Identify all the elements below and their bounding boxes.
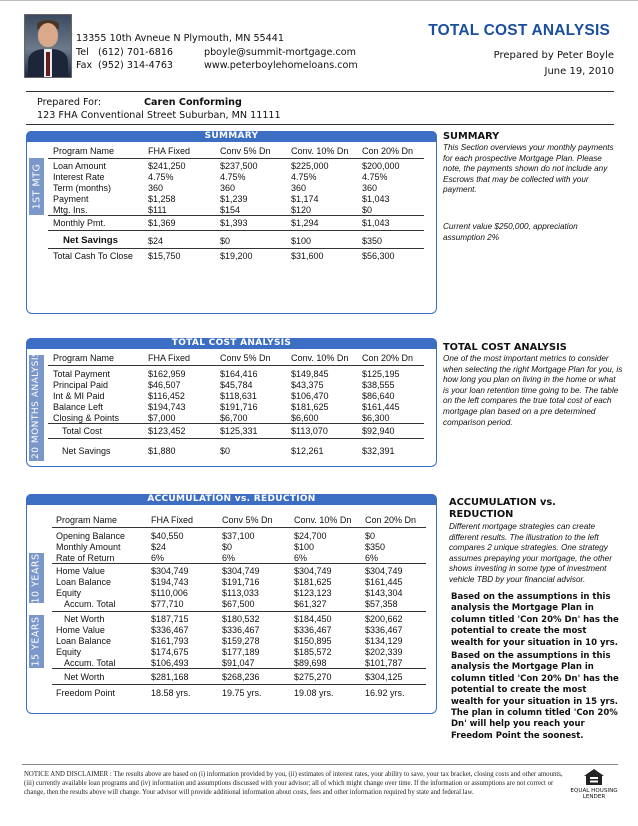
cell-value: $1,369 (148, 218, 176, 228)
row-label: Total Cost (62, 426, 103, 436)
cell-value: $134,129 (365, 636, 403, 646)
top-border (0, 0, 638, 1)
cell-value: $38,555 (362, 380, 395, 390)
row-label: Freedom Point (56, 688, 116, 698)
row-label: Accum. Total (64, 599, 116, 609)
cell-value: $194,743 (148, 402, 186, 412)
cell-value: Conv 5% Dn (220, 146, 271, 156)
table-rule (48, 438, 424, 439)
client-rule (26, 124, 614, 125)
cell-value: $180,532 (222, 614, 260, 624)
prepared-by: Prepared by Peter Boyle (493, 50, 614, 61)
cell-value: $40,550 (151, 531, 184, 541)
cell-value: 6% (151, 553, 165, 563)
cell-value: 6% (222, 553, 236, 563)
cell-value: $0 (220, 446, 231, 456)
cell-value: 16.92 yrs. (365, 688, 405, 698)
cell-value: $0 (365, 531, 376, 541)
cell-value: $125,331 (220, 426, 258, 436)
row-label: Program Name (56, 515, 118, 525)
cell-value: $237,500 (220, 161, 258, 171)
row-label: Net Savings (63, 235, 118, 246)
row-label: Home Value (56, 625, 105, 635)
tel-number: (612) 701-6816 (98, 47, 174, 58)
row-label: Principal Paid (53, 380, 109, 390)
cell-value: $304,749 (222, 566, 260, 576)
cell-value: $77,710 (151, 599, 184, 609)
cell-value: $161,793 (151, 636, 189, 646)
table-rule (48, 423, 424, 424)
cell-value: 360 (220, 183, 236, 193)
cell-value: $268,236 (222, 672, 260, 682)
cell-value: $1,043 (362, 218, 390, 228)
equal-housing-logo (566, 768, 622, 800)
lender-text: LENDER (582, 794, 606, 800)
side-accum-title: ACCUMULATION vs. REDUCTION (449, 497, 556, 520)
row-label: Equity (56, 647, 82, 657)
row-label: Total Payment (53, 369, 111, 379)
client-name: Caren Conforming (144, 97, 242, 108)
cell-value: $336,467 (294, 625, 332, 635)
report-date: June 19, 2010 (544, 66, 614, 77)
cell-value: $1,043 (362, 194, 390, 204)
accum-heading: ACCUMULATION vs. REDUCTION (26, 494, 437, 505)
cell-value: $24 (148, 236, 164, 246)
cell-value: $125,195 (362, 369, 400, 379)
cell-value: $110,006 (151, 588, 188, 598)
cell-value: $111 (148, 205, 167, 215)
cell-value: 4.75% (291, 172, 317, 182)
cell-value: $32,391 (362, 446, 395, 456)
cell-value: $194,743 (151, 577, 189, 587)
row-label: Loan Amount (53, 161, 107, 171)
cell-value: $161,445 (365, 577, 403, 587)
cell-value: $149,845 (291, 369, 329, 379)
cell-value: $123,452 (148, 426, 186, 436)
cell-value: $1,174 (291, 194, 319, 204)
side-tca-text: One of the most important metrics to consider when selecting the right Mortgage Plan for you, is how long you plan on living in the home or what is your loan retention time going to be. The table on the left compares the true total cost of each mortgage plan based on a pre determined comparison period. (443, 354, 623, 427)
side-tca-title: TOTAL COST ANALYSIS (443, 342, 567, 353)
advisor-photo (24, 14, 72, 78)
fifteen-years-band: 15 YEARS (29, 615, 44, 668)
tel-label: Tel (76, 47, 89, 58)
cell-value: 6% (365, 553, 379, 563)
equal-housing-text: EQUAL HOUSING (570, 788, 618, 794)
cell-value: $118,631 (220, 391, 257, 401)
cell-value: $123,123 (294, 588, 332, 598)
fax-label: Fax (76, 60, 93, 71)
table-rule (52, 611, 426, 612)
row-label: Int & MI Paid (53, 391, 105, 401)
row-label: Accum. Total (64, 658, 116, 668)
cell-value: $225,000 (291, 161, 329, 171)
cell-value: $336,467 (222, 625, 260, 635)
cell-value: $304,749 (151, 566, 189, 576)
cell-value: 4.75% (148, 172, 174, 182)
cell-value: $0 (362, 205, 373, 215)
table-rule (48, 365, 424, 366)
website: www.peterboylehomeloans.com (204, 60, 358, 71)
cell-value: $161,445 (362, 402, 400, 412)
row-label: Closing & Points (53, 413, 120, 423)
cell-value: $6,700 (220, 413, 248, 423)
row-label: Balance Left (53, 402, 104, 412)
tca-heading: TOTAL COST ANALYSIS (26, 338, 437, 349)
row-label: Loan Balance (56, 577, 112, 587)
cell-value: $191,716 (220, 402, 258, 412)
row-label: Program Name (53, 353, 115, 363)
cell-value: $304,749 (365, 566, 403, 576)
ten-years-band: 10 YEARS (29, 553, 44, 603)
row-label: Term (months) (53, 183, 112, 193)
row-label: Monthly Pmt. (53, 218, 106, 228)
row-label: Loan Balance (56, 636, 112, 646)
row-label: Total Cash To Close (53, 251, 133, 261)
cell-value: 4.75% (220, 172, 246, 182)
months-analysis-band: 120 MONTHS ANALYSIS (29, 355, 44, 461)
cell-value: $19,200 (220, 251, 253, 261)
cell-value: 18.58 yrs. (151, 688, 191, 698)
cell-value: $86,640 (362, 391, 395, 401)
row-label: Rate of Return (56, 553, 115, 563)
table-rule (48, 215, 424, 216)
cell-value: $12,261 (291, 446, 324, 456)
side-summary-note: Current value $250,000, appreciation assumption 2% (443, 222, 578, 242)
cell-value: Conv 5% Dn (220, 353, 271, 363)
cell-value: $31,600 (291, 251, 324, 261)
side-summary-text: This Section overviews your monthly payments for each prospective Mortgage Plan. Please note, the payments shown do not include any Escrows that may be collected with your payment. (443, 143, 614, 195)
row-label: Net Savings (62, 446, 111, 456)
cell-value: Conv 5% Dn (222, 515, 273, 525)
cell-value: $6,300 (362, 413, 390, 423)
side-accum-text: Different mortgage strategies can create different results. The illustration to the left compares 2 unique strategies. One strategy assumes prepaying your mortgage, the other shows investing in some type of investment vehicle TBD by your financial advisor. (449, 522, 612, 584)
house-icon (583, 768, 605, 786)
cell-value: $92,940 (362, 426, 395, 436)
cell-value: FHA Fixed (148, 353, 191, 363)
cell-value: $162,959 (148, 369, 186, 379)
cell-value: $57,358 (365, 599, 398, 609)
row-label: Home Value (56, 566, 105, 576)
cell-value: $116,452 (148, 391, 185, 401)
cell-value: $106,470 (291, 391, 329, 401)
cell-value: $336,467 (151, 625, 189, 635)
disclaimer: NOTICE AND DISCLAIMER : The results above are based on (i) information provided by you, (ii) estimates of interest rates, your ability to save, your tax bracket, closing costs and other amounts, (iii) currently available loan programs and (iv) information and assumptions discussed with your advisor; all of which might change over time. If the information or assumptions are not correct or change, then the results above will change. Your advisor will provide additional information about costs, fees and other information required by state and federal law. (24, 771, 563, 796)
cell-value: $61,327 (294, 599, 327, 609)
table-rule (48, 248, 424, 249)
cell-value: $120 (291, 205, 312, 215)
cell-value: $15,750 (148, 251, 181, 261)
cell-value: $45,784 (220, 380, 253, 390)
header-rule (26, 91, 614, 92)
cell-value: 19.08 yrs. (294, 688, 334, 698)
row-label: Equity (56, 588, 82, 598)
fax-number: (952) 314-4763 (98, 60, 174, 71)
cell-value: $241,250 (148, 161, 186, 171)
cell-value: $154 (220, 205, 241, 215)
cell-value: $350 (362, 236, 383, 246)
first-mortgage-band: 1ST MTG (29, 158, 44, 215)
row-label: Opening Balance (56, 531, 126, 541)
cell-value: $37,100 (222, 531, 255, 541)
email: pboyle@summit-mortgage.com (204, 47, 356, 58)
cell-value: $89,698 (294, 658, 327, 668)
cell-value: $113,070 (291, 426, 328, 436)
cell-value: $275,270 (294, 672, 332, 682)
cell-value: $6,600 (291, 413, 319, 423)
cell-value: $187,715 (151, 614, 189, 624)
cell-value: $1,393 (220, 218, 248, 228)
cell-value: $0 (220, 236, 231, 246)
cell-value: Conv. 10% Dn (291, 146, 349, 156)
cell-value: $67,500 (222, 599, 255, 609)
cell-value: $159,278 (222, 636, 260, 646)
client-address: 123 FHA Conventional Street Suburban, MN 11111 (37, 110, 281, 121)
cell-value: $100 (294, 542, 315, 552)
row-label: Payment (53, 194, 89, 204)
cell-value: $304,125 (365, 672, 403, 682)
cell-value: $91,047 (222, 658, 255, 668)
cell-value: $24,700 (294, 531, 327, 541)
table-rule (52, 668, 426, 669)
cell-value: $101,787 (365, 658, 403, 668)
cell-value: $106,493 (151, 658, 189, 668)
cell-value: $184,450 (294, 614, 332, 624)
cell-value: $185,572 (294, 647, 332, 657)
footer-rule (22, 764, 618, 765)
prepared-for-label: Prepared For: (37, 97, 102, 108)
cell-value: Con 20% Dn (362, 146, 414, 156)
row-label: Net Worth (64, 614, 105, 624)
side-accum-15yr: Based on the assumptions in this analysis the Mortgage Plan in column titled 'Con 20% Dn' has the potential to create the most wealth for your situation in 15 yrs. The plan in column titled 'Con 20% Dn' will help you reach your Freedom Point the soonest. (451, 651, 619, 741)
cell-value: FHA Fixed (148, 146, 191, 156)
cell-value: 360 (148, 183, 164, 193)
summary-heading: SUMMARY (26, 131, 437, 142)
row-label: Net Worth (64, 672, 105, 682)
cell-value: $164,416 (220, 369, 258, 379)
cell-value: 19.75 yrs. (222, 688, 262, 698)
cell-value: $281,168 (151, 672, 189, 682)
table-rule (52, 684, 426, 685)
cell-value: $174,675 (151, 647, 189, 657)
cell-value: $1,880 (148, 446, 176, 456)
cell-value: $46,507 (148, 380, 181, 390)
document-title: TOTAL COST ANALYSIS (428, 22, 610, 39)
cell-value: $200,000 (362, 161, 400, 171)
cell-value: $0 (222, 542, 233, 552)
table-rule (48, 158, 424, 159)
cell-value: $350 (365, 542, 386, 552)
cell-value: Conv. 10% Dn (294, 515, 352, 525)
cell-value: $336,467 (365, 625, 403, 635)
cell-value: Con 20% Dn (362, 353, 414, 363)
row-label: Mtg. Ins. (53, 205, 88, 215)
cell-value: $191,716 (222, 577, 260, 587)
table-rule (52, 527, 426, 528)
cell-value: 360 (362, 183, 378, 193)
table-rule (52, 563, 426, 564)
side-summary-title: SUMMARY (443, 131, 500, 142)
cell-value: $177,189 (222, 647, 260, 657)
row-label: Monthly Amount (56, 542, 121, 552)
cell-value: $1,258 (148, 194, 176, 204)
cell-value: Conv. 10% Dn (291, 353, 349, 363)
cell-value: $113,033 (222, 588, 259, 598)
office-address: 13355 10th Avneue N Plymouth, MN 55441 (76, 33, 284, 44)
cell-value: $200,662 (365, 614, 403, 624)
cell-value: $1,294 (291, 218, 319, 228)
row-label: Interest Rate (53, 172, 105, 182)
cell-value: $1,239 (220, 194, 248, 204)
cell-value: $100 (291, 236, 312, 246)
cell-value: $181,625 (291, 402, 329, 412)
cell-value: 6% (294, 553, 308, 563)
cell-value: $7,000 (148, 413, 176, 423)
cell-value: $24 (151, 542, 167, 552)
cell-value: $304,749 (294, 566, 332, 576)
side-accum-10yr: Based on the assumptions in this analysis the Mortgage Plan in column titled 'Con 20% Dn' has the potential to create the most wealth for your situation in 10 yrs. (451, 592, 619, 648)
cell-value: FHA Fixed (151, 515, 194, 525)
cell-value: 360 (291, 183, 307, 193)
cell-value: $56,300 (362, 251, 395, 261)
cell-value: 4.75% (362, 172, 388, 182)
cell-value: $181,625 (294, 577, 332, 587)
row-label: Program Name (53, 146, 115, 156)
cell-value: Con 20% Dn (365, 515, 417, 525)
cell-value: $143,304 (365, 588, 403, 598)
cell-value: $202,339 (365, 647, 403, 657)
cell-value: $43,375 (291, 380, 324, 390)
cell-value: $150,895 (294, 636, 332, 646)
table-rule (48, 230, 424, 231)
